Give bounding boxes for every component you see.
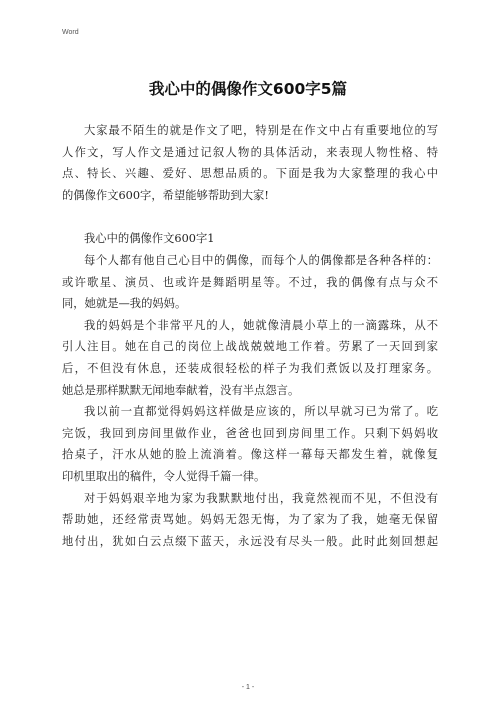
text-line: 我的妈妈是个非常平凡的人，她就像清晨小草上的一滴露珠，从不: [84, 318, 438, 332]
header-app-label: Word: [62, 29, 79, 36]
text-line: 大家最不陌生的就是作文了吧，特别是在作文中占有重要地位的写: [84, 124, 438, 137]
text-line: 完饭，我回到房间里做作业，爸爸也回到房间里工作。只剩下妈妈收: [62, 426, 438, 440]
blank-line: [62, 206, 438, 228]
text-line: 拾桌子，汗水从她的脸上流淌着。像这样一幕每天都发生着，就像复: [62, 448, 438, 462]
text-line: 地付出，犹如白云点缀下蓝天，永远没有尽头一般。此时此刻回想起: [62, 534, 438, 548]
text-line: 对于妈妈艰辛地为家为我默默地付出，我竟然视而不见，不但没有: [84, 491, 438, 505]
text-line: 引人注目。她在自己的岗位上战战兢兢地工作着。劳累了一天回到家: [62, 340, 438, 354]
page-number: - 1 -: [241, 684, 255, 691]
text-line: 她总是那样默默无闻地奉献着，没有半点怨言。: [62, 383, 300, 397]
text-line: 或许歌星、演员、也或许是舞蹈明星等。不过，我的偶像有点与众不: [62, 275, 438, 289]
text-line: 帮助她，还经常责骂她。妈妈无怨无悔，为了家为了我，她毫无保留: [62, 513, 438, 527]
intro-paragraph: [62, 120, 438, 206]
section-heading: 我心中的偶像作文600字1: [84, 232, 215, 246]
body-paragraph: [62, 488, 438, 553]
text-line: 的偶像作文600字，希望能够帮助到大家!: [62, 188, 269, 202]
body-paragraph: [62, 250, 438, 315]
text-line: 后，不但没有休息，还装成很轻松的样子为我们煮饭以及打理家务。: [62, 361, 438, 375]
body-paragraph: [62, 315, 438, 401]
text-line: 印机里取出的稿件，令人觉得千篇一律。: [62, 469, 266, 483]
body-paragraph: [62, 401, 438, 487]
text-line: 每个人都有他自己心目中的偶像，而每个人的偶像都是各种各样的：: [84, 253, 438, 267]
text-line: 同，她就是—我的妈妈。: [62, 297, 187, 311]
document-body: [62, 120, 438, 552]
text-line: 我以前一直都觉得妈妈这样做是应该的，所以早就习已为常了。吃: [84, 405, 438, 419]
text-line: 人作文，写人作文是通过记叙人物的具体活动，来表现人物性格、特: [62, 145, 438, 159]
page-title: 我心中的偶像作文600字5篇: [148, 80, 348, 98]
text-line: 点、特长、兴趣、爱好、思想品质的。下面是我为大家整理的我心中: [62, 167, 438, 181]
